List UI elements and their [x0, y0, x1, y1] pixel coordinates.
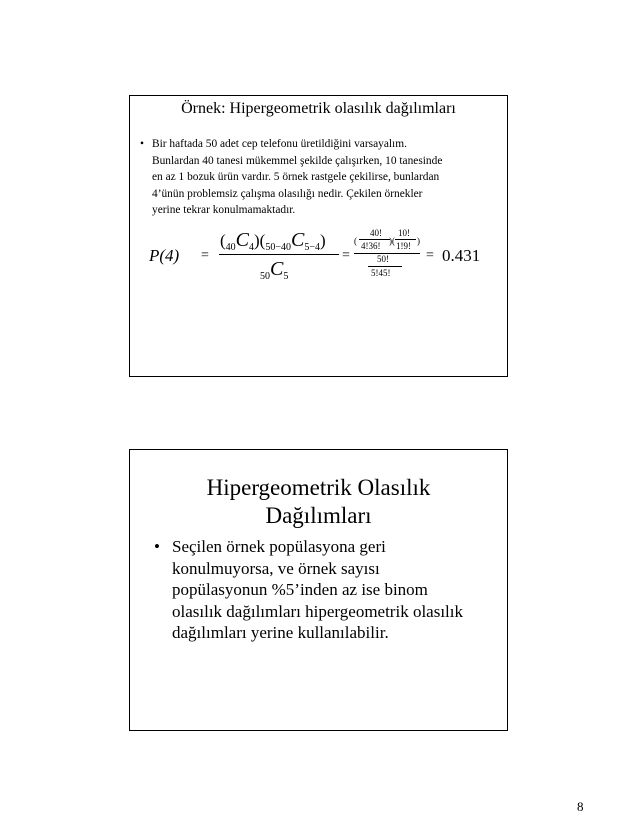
slide-title: Örnek: Hipergeometrik olasılık dağılımları	[181, 100, 456, 117]
slide-example	[129, 95, 508, 377]
fraction-bar	[368, 266, 402, 267]
factorial-4-36: 4!36!	[361, 241, 381, 251]
formula-equals-2: =	[342, 248, 350, 263]
bullet-symbol: •	[154, 537, 160, 556]
bullet-text: Bir haftada 50 adet cep telefonu üretildiğini varsayalım. Bunlardan 40 tanesi mükemmel şekilde çalışırken, 10 tanesinde en az 1 bozuk ürün vardır. 5 örnek rastgele çekilirse, bunlardan 4’ünün problemsiz çalışma olasılığı nedir. Çekilen örnekler yerine tekrar konulmamaktadır.	[152, 138, 443, 217]
paren-close: )	[417, 236, 420, 246]
paren-open: (	[354, 236, 357, 246]
fraction-bar	[395, 239, 416, 240]
page-number: 8	[577, 799, 584, 814]
combination-denominator: $_{50}C_5$	[260, 258, 289, 282]
factorial-10: 10!	[398, 228, 410, 238]
bullet-text: Seçilen örnek popülasyona geri konulmuyorsa, ve örnek sayısı popülasyonun %5’inden az ise binom olasılık dağılımları hipergeometrik olasılık dağılımları yerine kullanılabilir.	[172, 537, 463, 642]
fraction-bar	[219, 254, 339, 255]
factorial-5-45: 5!45!	[371, 268, 391, 278]
paren-mid: )(	[389, 236, 395, 246]
factorial-40: 40!	[370, 228, 382, 238]
combination-numerator: $(_{40}C_4)(_{50-40}C_{5-4})$	[220, 229, 326, 253]
factorial-1-9: 1!9!	[396, 241, 411, 251]
factorial-50: 50!	[377, 254, 389, 264]
bullet-symbol: •	[140, 138, 144, 150]
formula-equals-3: =	[426, 248, 434, 263]
slide-title: Hipergeometrik Olasılık Dağılımları	[206, 475, 431, 528]
formula-equals-1: =	[201, 248, 209, 263]
slide-definition	[129, 449, 508, 731]
formula-result: 0.431	[442, 246, 481, 265]
bullet-item	[154, 536, 494, 644]
fraction-bar	[359, 239, 390, 240]
probability-formula	[130, 96, 509, 378]
formula-lhs: P(4)	[149, 246, 180, 265]
